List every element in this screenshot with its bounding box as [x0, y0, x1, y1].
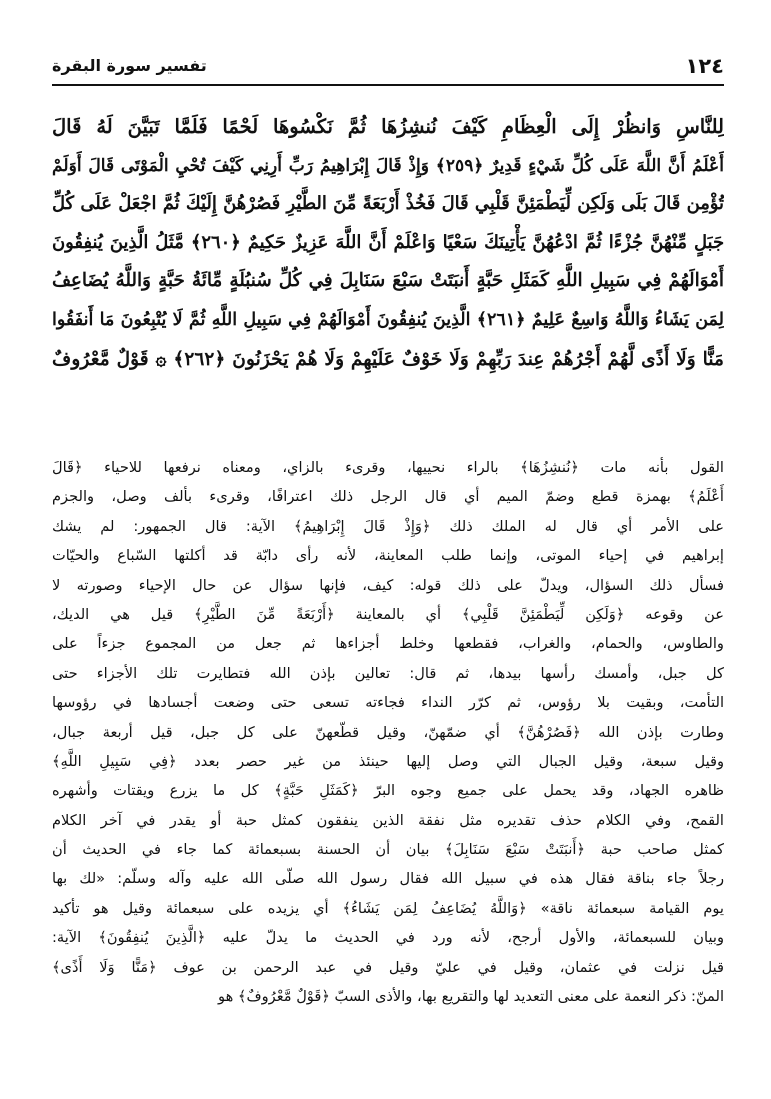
commentary-line: وبيان للسبعمائة، والأول أرجح، لأنه ورد في الحديث ما يدلّ عليه ﴿الَّذِينَ يُنفِقُونَ﴾ الآية: [52, 929, 724, 947]
commentary-line: على الأمر أي قال له الملك ذلك ﴿وَإِذْ قَالَ إِبْرَاهِيمُ﴾ الآية: قال الجمهور: لم يشك [52, 517, 724, 535]
commentary-line: وطارت بإذن الله ﴿فَصُرْهُنَّ﴾ أي ضمّهنّ، وقيل قطّعهنّ على كل جبل، قيل أربعة جبال، [52, 723, 724, 741]
page-header [52, 50, 724, 86]
quran-line: أَعْلَمُ أَنَّ اللَّهَ عَلَى كُلِّ شَيْءٍ قَدِيرٌ ﴿٢٥٩﴾ وَإِذْ قَالَ إِبْرَاهِيمُ رَبِّ أَرِنِي كَيْفَ تُحْيِ الْمَوْتَى قَالَ أَوَلَمْ [52, 155, 724, 176]
quran-line: مَنًّا وَلَا أَذًى لَّهُمْ أَجْرُهُمْ عِندَ رَبِّهِمْ وَلَا خَوْفٌ عَلَيْهِمْ وَلَا هُمْ يَحْزَنُونَ ﴿٢٦٢﴾ ۞ قَوْلٌ مَّعْرُوفٌ [52, 347, 724, 370]
commentary-line: رجلاً جاء بناقة فقال هذه في سبيل الله فقال رسول الله صلّى الله عليه وآله وسلّم: «لك بها [52, 870, 724, 888]
commentary-line: والطاوس، والحمام، والغراب، فقطعها وخلط أجزاءها ثم جعل من المجموع جزءاً على [52, 635, 724, 653]
commentary-block [52, 453, 724, 1011]
running-title: تفسير سورة البقرة [52, 56, 207, 75]
quran-line: لِمَن يَشَاءُ وَاللَّهُ وَاسِعٌ عَلِيمٌ ﴿٢٦١﴾ الَّذِينَ يُنفِقُونَ أَمْوَالَهُمْ فِي سَبِيلِ اللَّهِ ثُمَّ لَا يُتْبِعُونَ مَا أَنفَقُوا [52, 309, 724, 330]
quran-line: أَمْوَالَهُمْ فِي سَبِيلِ اللَّهِ كَمَثَلِ حَبَّةٍ أَنبَتَتْ سَبْعَ سَنَابِلَ فِي كُلِّ سُنبُلَةٍ مِّائَةُ حَبَّةٍ وَاللَّهُ يُضَاعِفُ [52, 270, 724, 292]
commentary-line: المنّ: ذكر النعمة على معنى التعديد لها والتقريع بها، والأذى السبّ ﴿قَوْلٌ مَّعْرُوفٌ﴾ هو [218, 988, 724, 1006]
commentary-line: كل جبل، وأمسك رأسها بيدها، ثم قال: تعالين بإذن الله فتطايرت تلك الأجزاء حتى [52, 664, 724, 682]
commentary-line: عن وقوعه ﴿وَلَكِن لِّيَطْمَئِنَّ قَلْبِي﴾ أي بالمعاينة ﴿أَرْبَعَةً مِّنَ الطَّيْرِ﴾ قيل هي الديك، [52, 605, 724, 623]
quran-line: جَبَلٍ مِّنْهُنَّ جُزْءًا ثُمَّ ادْعُهُنَّ يَأْتِينَكَ سَعْيًا وَاعْلَمْ أَنَّ اللَّهَ عَزِيزٌ حَكِيمٌ ﴿٢٦٠﴾ مَّثَلُ الَّذِينَ يُنفِقُونَ [52, 231, 724, 253]
commentary-line: إبراهيم في إحياء الموتى، وإنما طلب المعاينة، لأنه رأى دابّة قد أكلتها السّباع والحيّات [52, 547, 724, 565]
commentary-line: القول بأنه مات ﴿نُنشِزُهَا﴾ بالراء نحييها، وقرىء بالزاي، ومعناه نرفعها للاحياء ﴿قَالَ [52, 459, 724, 476]
commentary-line: أَعْلَمُ﴾ بهمزة قطع وضمّ الميم أي قال الرجل ذلك اعترافًا، وقرىء بألف وصل، والجزم [52, 488, 724, 506]
commentary-line: كمثل صاحب حبة ﴿أَنبَتَتْ سَبْعَ سَنَابِلَ﴾ بيان أن الحسنة بسبعمائة كما جاء في الحديث أن [52, 841, 724, 859]
quran-line: لِلنَّاسِ وَانظُرْ إِلَى الْعِظَامِ كَيْفَ نُنشِزُهَا ثُمَّ نَكْسُوهَا لَحْمًا فَلَمَّا تَبَيَّنَ لَهُ قَالَ [52, 115, 724, 138]
quran-line: تُؤْمِن قَالَ بَلَى وَلَكِن لِّيَطْمَئِنَّ قَلْبِي قَالَ فَخُذْ أَرْبَعَةً مِّنَ الطَّيْرِ فَصُرْهُنَّ إِلَيْكَ ثُمَّ اجْعَلْ عَلَى كُلِّ [52, 193, 724, 215]
quran-verses-block [52, 108, 724, 378]
commentary-line: فسأل ذلك السؤال، ويدلّ على ذلك قوله: كيف، فإنها سؤال عن حال الإحياء وصورته لا [52, 576, 724, 594]
commentary-line: يوم القيامة سبعمائة ناقة» ﴿وَاللَّهُ يُضَاعِفُ لِمَن يَشَاءُ﴾ أي يزيده على سبعمائة وقيل هو تأكيد [52, 899, 724, 917]
commentary-line: وقيل سبعة، وقيل الجبال التي وصل إليها حينئذ من غير حصر بعدد ﴿فِي سَبِيلِ اللَّهِ﴾ [52, 752, 724, 770]
commentary-line: التأمت، وبقيت بلا رؤوس، ثم كرّر النداء فجاءته تسعى حتى وضعت أجسادها في رؤوسها [52, 694, 724, 712]
commentary-line: ظاهره الجهاد، وقد يحمل على جميع وجوه البرّ ﴿كَمَثَلِ حَبَّةٍ﴾ كل ما يزرع ويقتات وأشهره [52, 782, 724, 800]
commentary-line: القمح، وفي الكلام حذف تقديره مثل نفقة الذين ينفقون كمثل حبة أو يقدر في آخر الكلام [52, 811, 724, 829]
page-number: ١٢٤ [685, 54, 724, 78]
commentary-line: قيل نزلت في عثمان، وقيل في عليّ وقيل في عبد الرحمن بن عوف ﴿مَنًّا وَلَا أَذًى﴾ [52, 958, 724, 976]
